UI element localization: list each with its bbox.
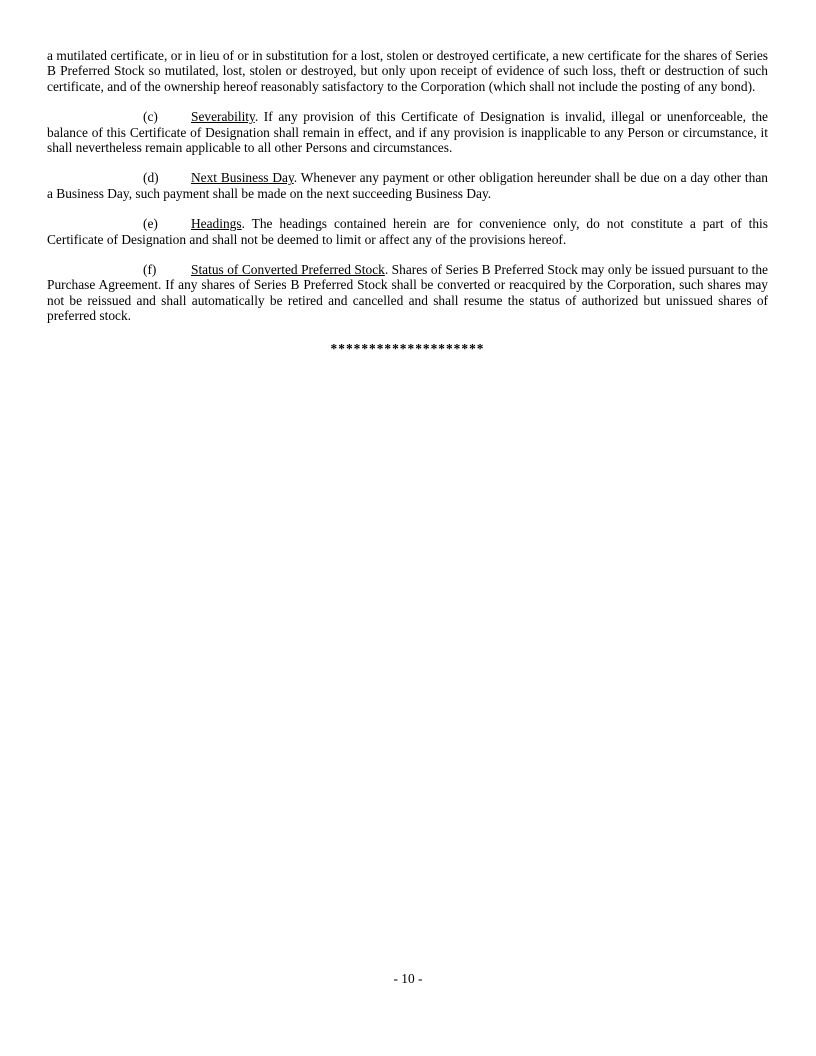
section-heading-severability: Severability — [191, 109, 255, 125]
paragraph-d — [47, 170, 768, 201]
paragraph-f-letter: (f) — [143, 262, 157, 278]
paragraph-f — [47, 262, 768, 324]
paragraph-e-text: . The headings contained herein are for convenience only, do not constitute a part of this Certificate of Designation and shall not be deemed to limit or affect any of the provisions hereof. — [47, 216, 768, 247]
section-heading-status-of-converted-preferred-stock: Status of Converted Preferred Stock — [191, 262, 385, 278]
paragraph-d-letter: (d) — [143, 170, 159, 186]
paragraph-intro — [47, 48, 768, 94]
paragraph-d-text: . Whenever any payment or other obligation hereunder shall be due on a day other than a Business Day, such payment shall be made on the next succeeding Business Day. — [47, 170, 768, 201]
paragraph-c — [47, 109, 768, 155]
page-number: - 10 - — [393, 971, 423, 986]
paragraph-e — [47, 216, 768, 247]
section-heading-next-business-day: Next Business Day — [191, 170, 294, 186]
document-body — [47, 48, 768, 356]
paragraph-c-letter: (c) — [143, 109, 158, 125]
paragraph-e-letter: (e) — [143, 216, 158, 232]
paragraph-c-text: . If any provision of this Certificate of Designation is invalid, illegal or unenforceable, the balance of this Certificate of Designation shall remain in effect, and if any provision is inapplicable to any Person or circumstance, it shall nevertheless remain applicable to all other Persons and circumstances. — [47, 109, 768, 156]
paragraph-intro-text: a mutilated certificate, or in lieu of or in substitution for a lost, stolen or destroyed certificate, a new certificate for the shares of Series B Preferred Stock so mutilated, lost, stolen or destroyed, but only upon receipt of evidence of such loss, theft or destruction of such certificate, and of the ownership hereof reasonably satisfactory to the Corporation (which shall not include the posting of any bond). — [47, 48, 768, 94]
asterisk-separator: ******************** — [330, 340, 485, 356]
section-heading-headings: Headings — [191, 216, 242, 232]
paragraph-f-text: . Shares of Series B Preferred Stock may only be issued pursuant to the Purchase Agreement. If any shares of Series B Preferred Stock shall be converted or reacquired by the Corporation, such shares may not be reissued and shall automatically be retired and cancelled and shall resume the status of authorized but unissued shares of preferred stock. — [47, 262, 768, 324]
